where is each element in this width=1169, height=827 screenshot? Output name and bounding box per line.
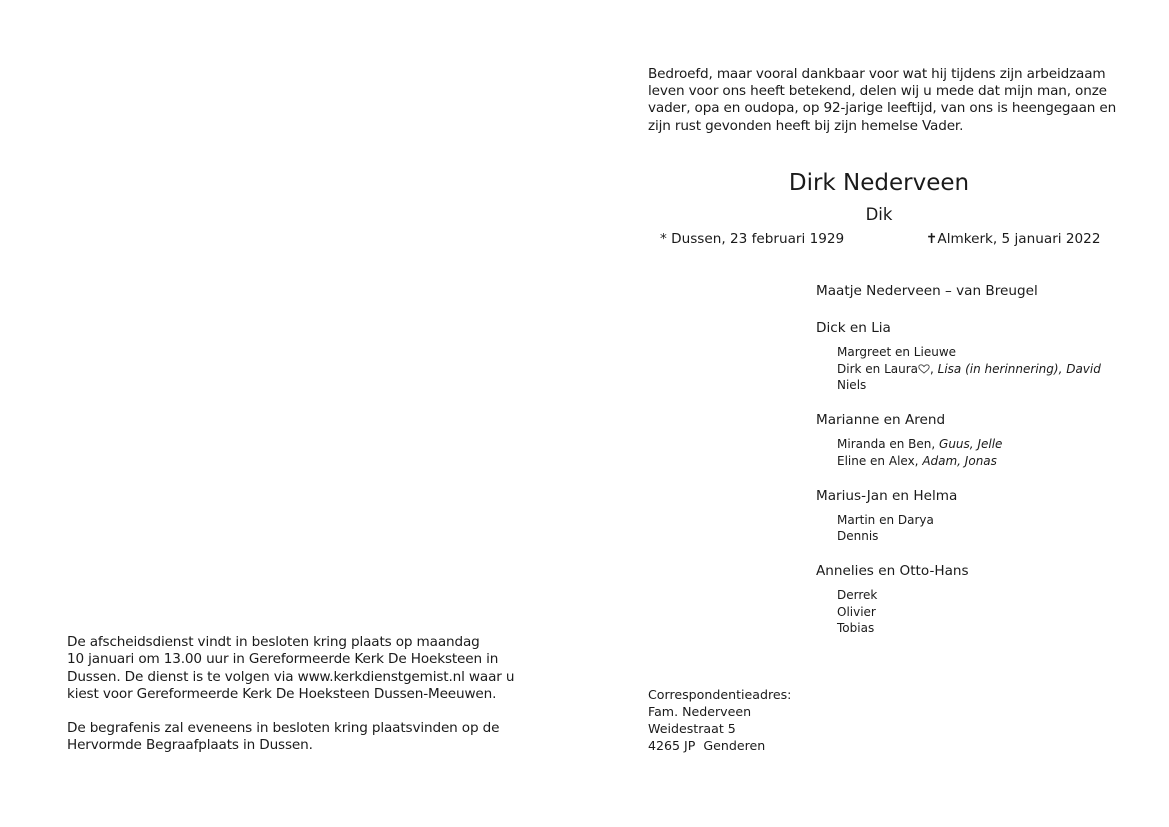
service-info (67, 634, 527, 755)
child-name: Marianne en Arend (816, 412, 946, 429)
heart-outline-icon (918, 362, 930, 372)
great-grandchild-name: Adam, Jonas (922, 453, 997, 468)
grandchild-line: Martin en Darya (837, 512, 934, 527)
grandchild-line: Margreet en Lieuwe (837, 345, 957, 359)
great-grandchild-name: Guus (939, 437, 970, 452)
intro-line: Bedroefd, maar vooral dankbaar voor wat hij tijdens zijn arbeidzaam (648, 66, 1106, 82)
great-grandchild-sep: , (1058, 361, 1067, 376)
grandchild-text: Miranda en Ben, (837, 437, 940, 452)
grandchild-line (837, 453, 1116, 470)
correspondence-street: Weidestraat 5 (648, 721, 736, 737)
great-grandchild-name: David (1066, 361, 1101, 376)
service-line: De afscheidsdienst vindt in besloten kring plaats op maandag (67, 634, 480, 650)
cross-icon: ✝ (926, 231, 938, 247)
deceased-nickname: Dik (865, 205, 893, 224)
burial-line: Hervormde Begraafplaats in Dussen. (67, 737, 313, 754)
intro-line: leven voor ons heeft betekend, delen wij u mede dat mijn man, onze (648, 83, 1107, 100)
death-info (926, 230, 1100, 248)
intro-text (648, 66, 1118, 135)
grandchild-text: Dirk en Laura (837, 361, 919, 376)
grandchild-line: Niels (837, 378, 867, 393)
great-grandchild-name: Lisa (in herinnering) (937, 361, 1059, 376)
spouse-name: Maatje Nederveen – van Breugel (816, 283, 1038, 299)
service-line: kiest voor Gereformeerde Kerk De Hoeksteen Dussen-Meeuwen. (67, 685, 497, 702)
grandchild-line: Dennis (837, 529, 879, 544)
burial-line: De begrafenis zal eveneens in besloten kring plaatsvinden op de (67, 720, 500, 737)
child-name: Dick en Lia (816, 320, 891, 336)
grandchild-line (837, 361, 1116, 378)
intro-line: vader, opa en oudopa, op 92-jarige leeftijd, van ons is heengegaan en (648, 100, 1117, 117)
service-line: 10 januari om 13.00 uur in Gereformeerde Kerk De Hoeksteen in (67, 651, 499, 668)
intro-line: zijn rust gevonden heeft bij zijn hemelse Vader. (648, 117, 964, 134)
correspondence-label: Correspondentieadres: (648, 687, 792, 702)
grandchild-line: Derrek (837, 587, 878, 602)
grandchild-line (837, 436, 1116, 453)
child-name: Annelies en Otto-Hans (816, 562, 969, 579)
birth-info: * Dussen, 23 februari 1929 (660, 231, 845, 247)
grandchild-text: , (930, 361, 938, 376)
death-text: Almkerk, 5 januari 2022 (937, 231, 1101, 247)
correspondence-address (648, 686, 791, 754)
deceased-name: Dirk Nederveen (788, 170, 970, 196)
service-line: Dussen. De dienst is te volgen via www.kerkdienstgemist.nl waar u (67, 668, 515, 685)
grandchild-text: Eline en Alex, (837, 453, 923, 468)
family-list (816, 282, 1116, 637)
correspondence-city: 4265 JP Genderen (648, 738, 766, 754)
great-grandchild-sep: , (969, 437, 978, 452)
great-grandchild-name: Jelle (977, 437, 1003, 452)
grandchild-line: Tobias (837, 621, 875, 636)
child-name: Marius-Jan en Helma (816, 487, 958, 504)
correspondence-name: Fam. Nederveen (648, 704, 752, 720)
grandchild-line: Olivier (837, 604, 876, 619)
